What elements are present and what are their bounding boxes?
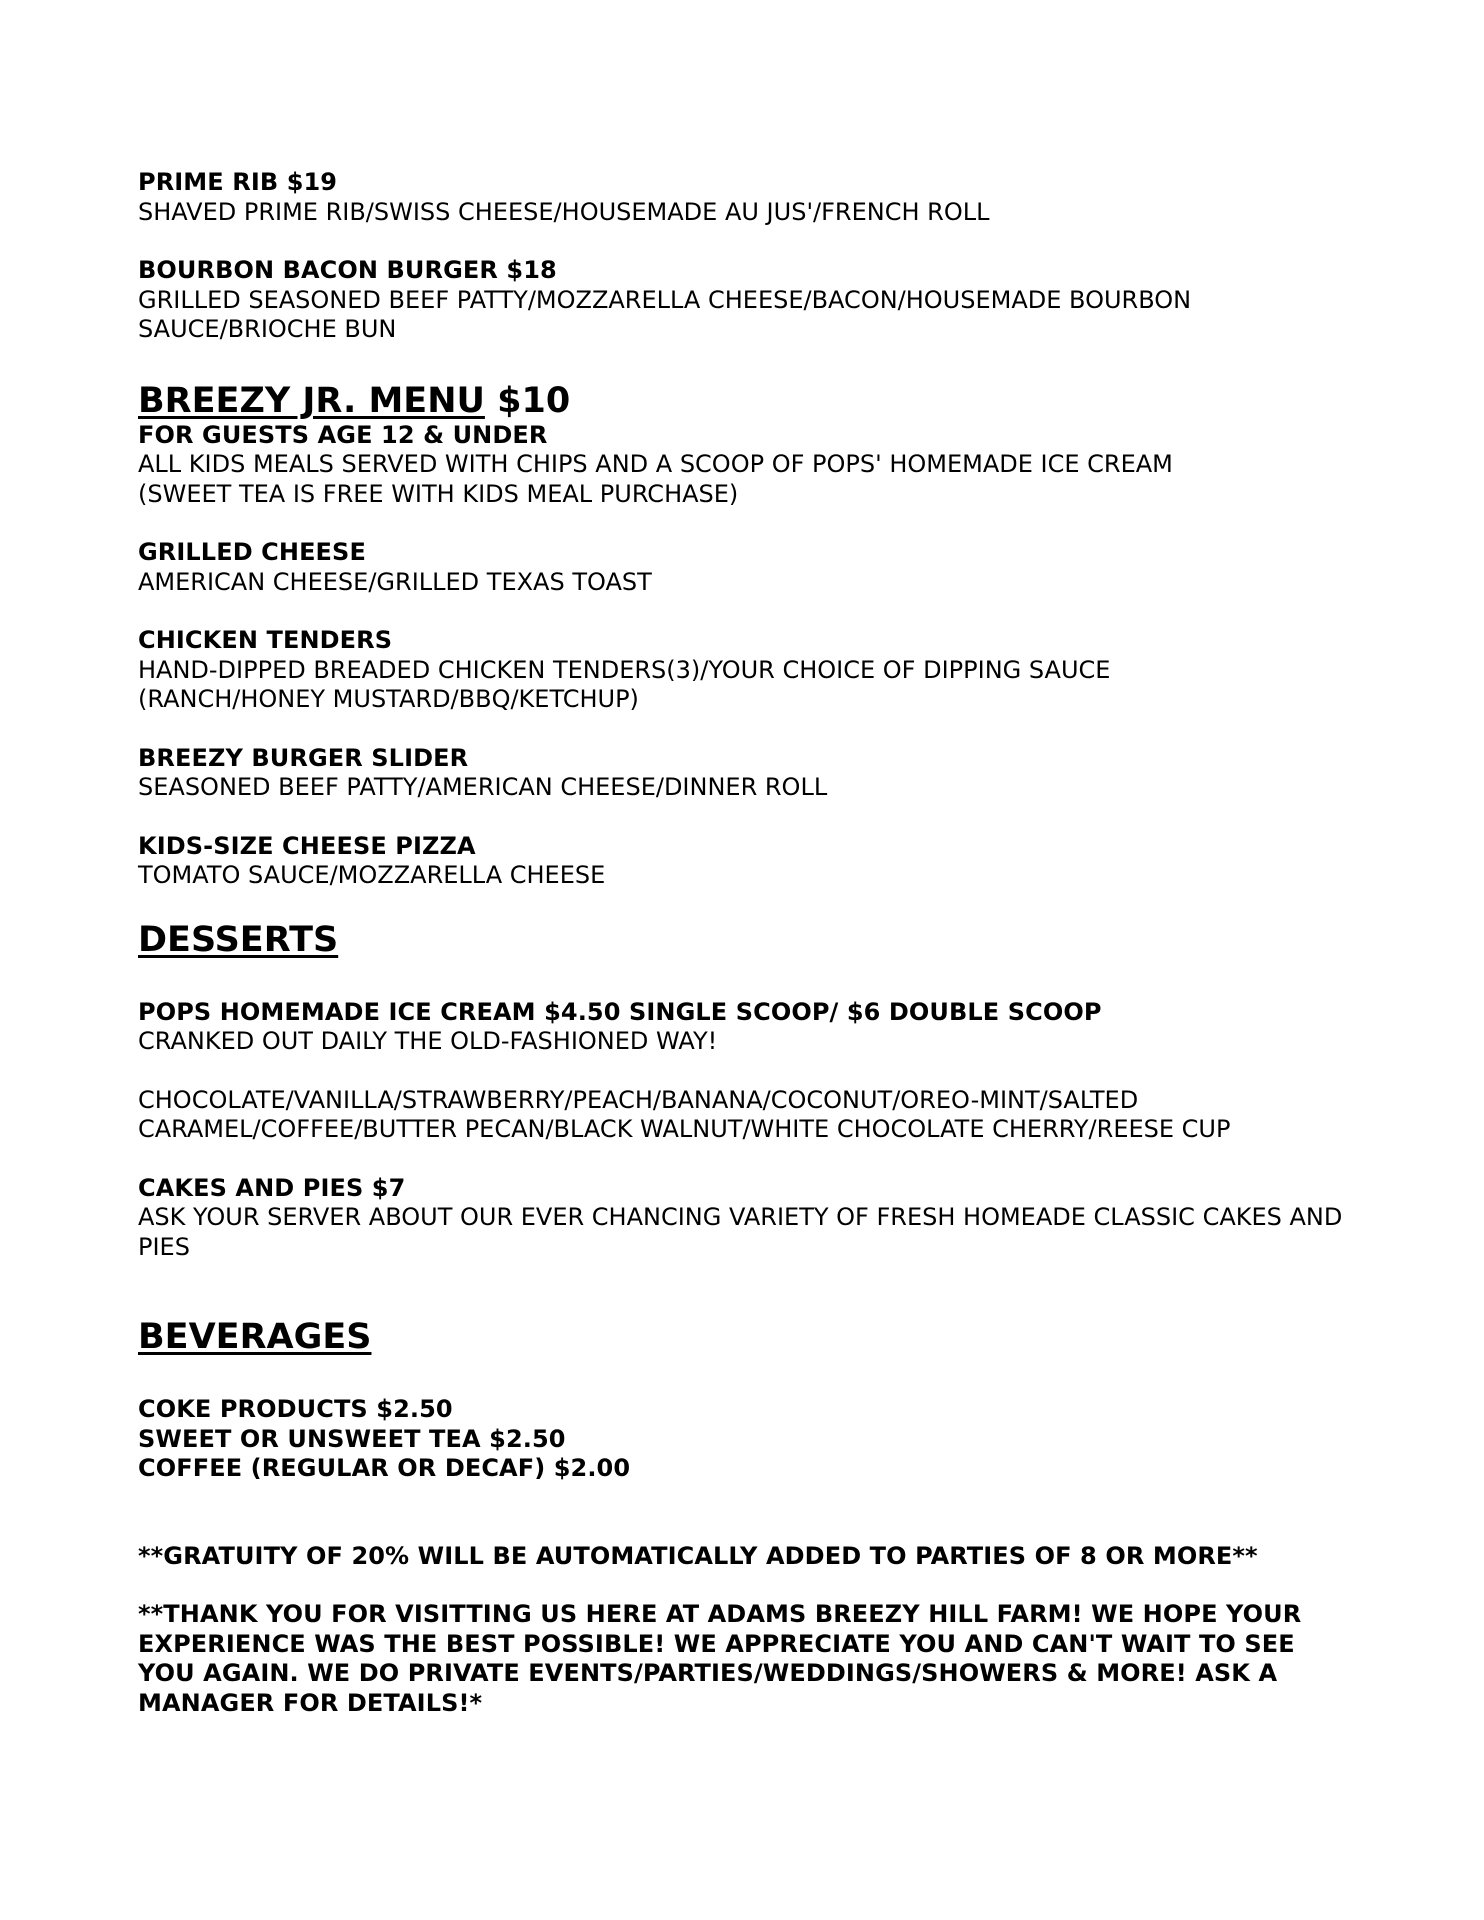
section-heading [138, 1317, 1358, 1357]
item-description: ASK YOUR SERVER ABOUT OUR EVER CHANCING VARIETY OF FRESH HOMEADE CLASSIC CAKES AND PIES [138, 1203, 1343, 1261]
thank-you-note: **THANK YOU FOR VISITTING US HERE AT ADAMS BREEZY HILL FARM! WE HOPE YOUR EXPERIENCE WAS THE BEST POSSIBLE! WE APPRECIATE YOU AND CAN'T WAIT TO SEE YOU AGAIN. WE DO PRIVATE EVENTS/PARTIES/WEDDINGS/SHOWERS & MORE! ASK A MANAGER FOR DETAILS!* [138, 1600, 1302, 1717]
beverage-item: SWEET OR UNSWEET TEA $2.50 [138, 1424, 566, 1453]
menu-item-kids-cheese-pizza [138, 832, 1358, 891]
jr-menu-heading: BREEZY JR. MENU [138, 380, 485, 421]
section-heading [138, 920, 1358, 960]
menu-item-bourbon-bacon-burger [138, 256, 1358, 345]
item-title: PRIME RIB $19 [138, 168, 338, 196]
item-description: CRANKED OUT DAILY THE OLD-FASHIONED WAY! [138, 1027, 718, 1055]
jr-menu-price: $10 [497, 380, 571, 421]
item-description: SEASONED BEEF PATTY/AMERICAN CHEESE/DINNER ROLL [138, 773, 828, 801]
jr-menu-subtitle: FOR GUESTS AGE 12 & UNDER [138, 420, 548, 449]
item-title: GRILLED CHEESE [138, 538, 366, 566]
item-description: GRILLED SEASONED BEEF PATTY/MOZZARELLA CHEESE/BACON/HOUSEMADE BOURBON SAUCE/BRIOCHE BUN [138, 285, 1192, 343]
desserts-heading: DESSERTS [138, 919, 339, 960]
section-beverages [138, 1317, 1358, 1484]
item-title: BREEZY BURGER SLIDER [138, 743, 469, 772]
item-title: BOURBON BACON BURGER $18 [138, 256, 557, 284]
menu-item-prime-rib [138, 168, 1358, 227]
jr-menu-note: (SWEET TEA IS FREE WITH KIDS MEAL PURCHASE) [138, 479, 739, 508]
menu-item-ice-cream [138, 998, 1358, 1057]
item-description: (RANCH/HONEY MUSTARD/BBQ/KETCHUP) [138, 685, 639, 713]
item-description: AMERICAN CHEESE/GRILLED TEXAS TOAST [138, 567, 652, 596]
jr-menu-note: ALL KIDS MEALS SERVED WITH CHIPS AND A SCOOP OF POPS' HOMEMADE ICE CREAM [138, 450, 1173, 478]
item-title: POPS HOMEMADE ICE CREAM $4.50 SINGLE SCOOP/ $6 DOUBLE SCOOP [138, 997, 1102, 1026]
item-description: TOMATO SAUCE/MOZZARELLA CHEESE [138, 861, 606, 889]
menu-item-cakes-and-pies [138, 1174, 1358, 1263]
item-title: CHICKEN TENDERS [138, 626, 393, 654]
item-title: CAKES AND PIES $7 [138, 1173, 406, 1202]
beverage-item: COFFEE (REGULAR OR DECAF) $2.00 [138, 1454, 631, 1482]
menu-item-grilled-cheese [138, 538, 1358, 597]
beverage-item: COKE PRODUCTS $2.50 [138, 1395, 453, 1423]
ice-cream-flavors: CHOCOLATE/VANILLA/STRAWBERRY/PEACH/BANANA/COCONUT/OREO-MINT/SALTED CARAMEL/COFFEE/BUTTER PECAN/BLACK WALNUT/WHITE CHOCOLATE CHERRY/REESE CUP [138, 1085, 1231, 1143]
item-description: SHAVED PRIME RIB/SWISS CHEESE/HOUSEMADE AU JUS'/FRENCH ROLL [138, 197, 990, 226]
section-jr-menu [138, 381, 1358, 891]
menu-item-breezy-burger-slider [138, 744, 1358, 803]
section-desserts [138, 920, 1358, 1263]
gratuity-note: **GRATUITY OF 20% WILL BE AUTOMATICALLY ADDED TO PARTIES OF 8 OR MORE** [138, 1541, 1258, 1570]
menu-item-chicken-tenders [138, 626, 1358, 715]
beverages-heading: BEVERAGES [138, 1317, 372, 1357]
section-heading [138, 381, 1358, 421]
item-title: KIDS-SIZE CHEESE PIZZA [138, 831, 476, 860]
item-description: HAND-DIPPED BREADED CHICKEN TENDERS(3)/YOUR CHOICE OF DIPPING SAUCE [138, 655, 1111, 684]
menu-page [138, 168, 1358, 1718]
